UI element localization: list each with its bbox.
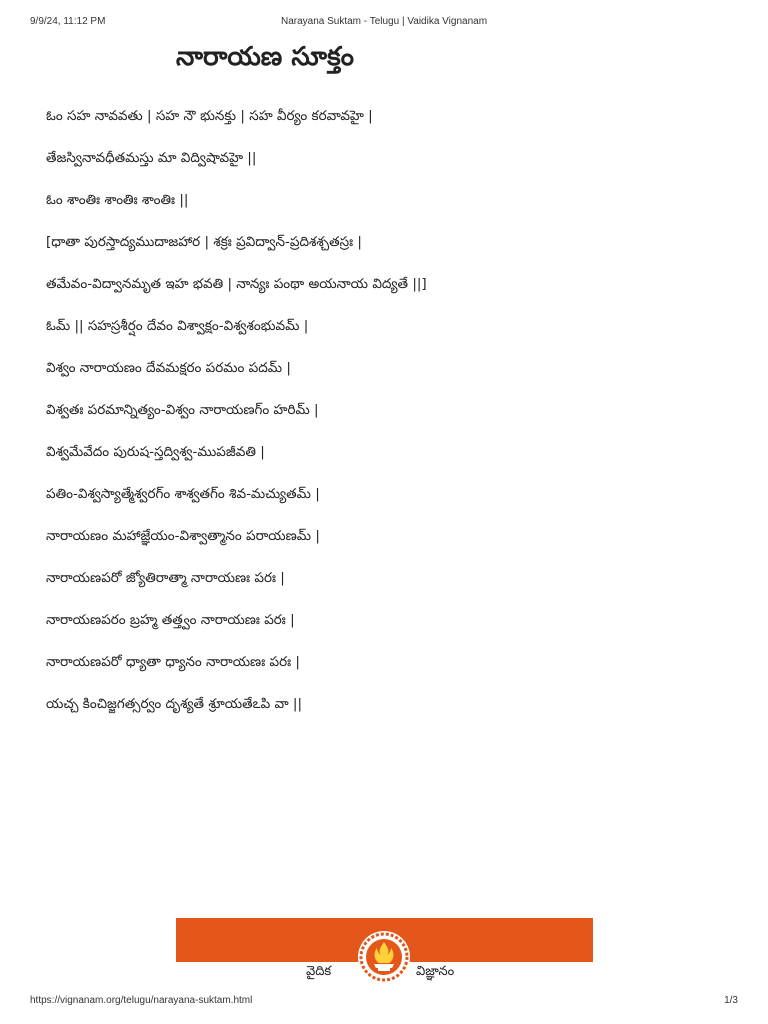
page-number: 1/3 (724, 995, 738, 1006)
document-title: నారాయణ సూక్తం (176, 42, 354, 72)
verse-area (46, 106, 736, 736)
verse-line: యచ్చ కించిజ్జగత్సర్వం దృశ్యతే శ్రూయతేఽపి వా || (46, 696, 303, 712)
verse-block (46, 484, 736, 546)
verse-block (46, 232, 736, 294)
verse-line: విశ్వమేవేదం పురుష-స్తద్విశ్వ-ముపజీవతి | (46, 444, 265, 460)
flame-lamp-emblem-icon (357, 930, 411, 984)
verse-line: ఓమ్ || సహస్రశీర్షం దేవం విశ్వాక్షం-విశ్వశంభువమ్ | (46, 318, 309, 334)
verse-line: తేజస్వినావధీతమస్తు మా విద్విషావహై || (46, 150, 257, 166)
verse-line: ఓం శాంతిః శాంతిః శాంతిః || (46, 192, 189, 208)
print-datetime: 9/9/24, 11:12 PM (30, 16, 106, 27)
verse-line: నారాయణపరో జ్యోతిరాత్మా నారాయణః పరః | (46, 570, 285, 586)
verse-line: ఓం సహ నావవతు | సహ నౌ భునక్తు | సహ వీర్యం కరవావహై | (46, 108, 373, 124)
verse-line: నారాయణపరో ధ్యాతా ధ్యానం నారాయణః పరః | (46, 654, 300, 670)
verse-line: పతిం-విశ్వస్యాత్మేశ్వరగ్ం శాశ్వతగ్ం శివ-మచ్యుతమ్ | (46, 486, 320, 502)
verse-block (46, 400, 736, 462)
verse-line: విశ్వం నారాయణం దేవమక్షరం పరమం పదమ్ | (46, 360, 291, 376)
banner-text-vaidika: వైదిక (306, 964, 332, 979)
banner-text-vignanam: విజ్ఞానం (416, 964, 455, 979)
verse-line: విశ్వతః పరమాన్నిత్యం-విశ్వం నారాయణగ్ం హరిమ్ | (46, 402, 319, 418)
verse-block (46, 106, 736, 210)
verse-line: నారాయణపరం బ్రహ్మ తత్త్వం నారాయణః పరః | (46, 612, 295, 628)
verse-line: [ధాతా పురస్తాద్యముదాజహార | శక్రః ప్రవిద్వాన్-ప్రదిశశ్చతస్రః | (46, 234, 362, 250)
print-header (30, 16, 738, 30)
verse-block (46, 316, 736, 378)
verse-line: నారాయణం మహాజ్ఞేయం-విశ్వాత్మానం పరాయణమ్ | (46, 528, 320, 544)
print-footer (30, 995, 738, 1009)
print-page-title: Narayana Suktam - Telugu | Vaidika Vignanam (280, 16, 488, 27)
verse-line: తమేవం-విద్వానమృత ఇహ భవతి | నాన్యః పంథా అయనాయ విద్యతే ||] (46, 276, 427, 292)
verse-block (46, 652, 736, 714)
verse-block (46, 568, 736, 630)
print-url[interactable]: https://vignanam.org/telugu/narayana-suktam.html (30, 995, 253, 1006)
vaidika-vignanam-banner (176, 918, 593, 994)
